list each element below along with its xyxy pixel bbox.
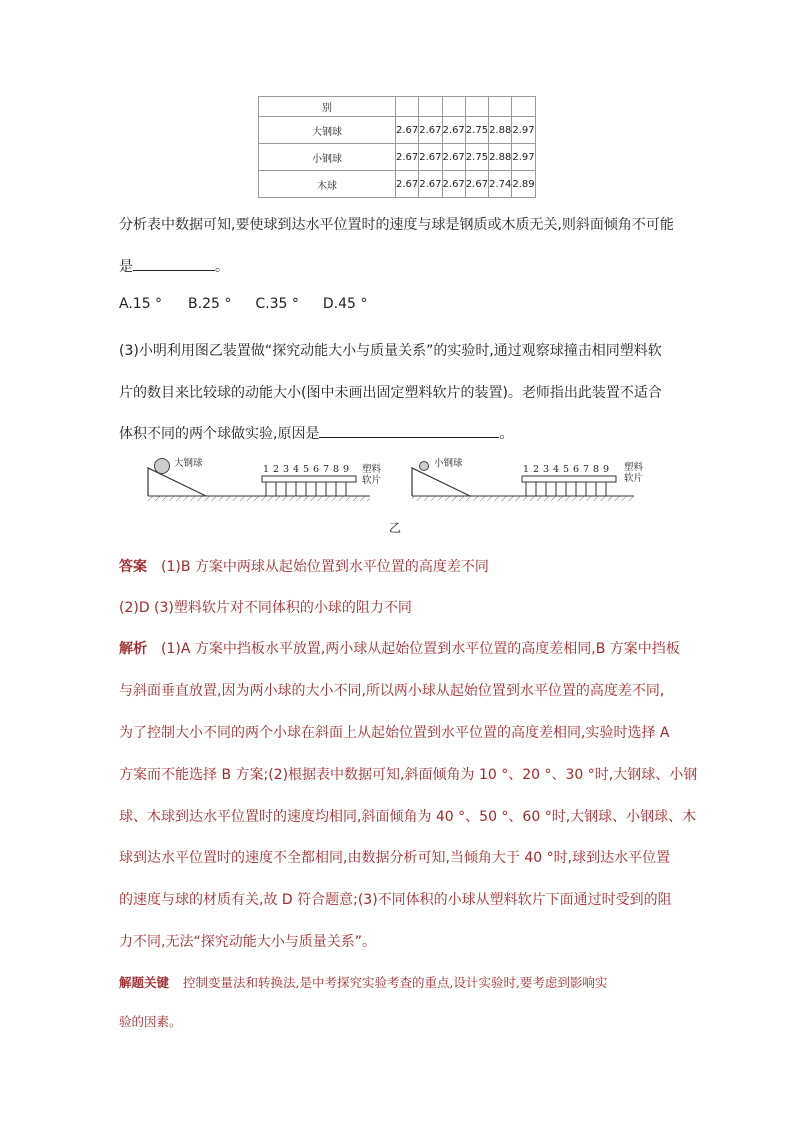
analysis-text-1: (1)A 方案中挡板水平放置,两小球从起始位置到水平位置的高度差相同,B 方案中挡板 bbox=[161, 641, 680, 657]
svg-text:1: 1 bbox=[262, 464, 270, 475]
left-ball-label: 大钢球 bbox=[174, 458, 203, 469]
apparatus-figure bbox=[140, 452, 680, 542]
table-cell: 2.75 bbox=[465, 117, 488, 144]
option-d: D.45 ° bbox=[322, 296, 368, 312]
table-cell: 2.89 bbox=[512, 171, 535, 198]
answer-line-2: (2)D (3)塑料软片对不同体积的小球的阻力不同 bbox=[119, 600, 412, 616]
key-line-2: 验的因素。 bbox=[119, 1014, 182, 1029]
table-cell: 2.97 bbox=[512, 117, 535, 144]
table-cell: 2.88 bbox=[489, 144, 512, 171]
svg-text:8: 8 bbox=[332, 464, 340, 475]
analysis-line-8: 力不同,无法“探究动能大小与质量关系”。 bbox=[119, 934, 376, 950]
option-b: B.25 ° bbox=[188, 296, 232, 312]
table-row bbox=[259, 171, 536, 198]
left-incline bbox=[148, 468, 206, 496]
svg-text:1: 1 bbox=[522, 464, 530, 475]
key-tag: 解题关键 bbox=[119, 975, 170, 990]
row-label: 小钢球 bbox=[259, 144, 396, 171]
left-plastic-holder bbox=[262, 476, 356, 482]
q2-text-line-2 bbox=[119, 256, 229, 276]
q3-text-line-3 bbox=[119, 423, 513, 443]
svg-text:7: 7 bbox=[582, 464, 590, 475]
figure-caption: 乙 bbox=[388, 521, 402, 535]
right-apparatus bbox=[412, 457, 644, 501]
left-ground-hatch bbox=[148, 496, 370, 501]
table-cell: 2.67 bbox=[442, 117, 465, 144]
q3-prefix: 体积不同的两个球做实验,原因是 bbox=[119, 426, 320, 442]
table-row bbox=[259, 117, 536, 144]
speed-data-table bbox=[258, 96, 536, 198]
right-plastic-strips bbox=[526, 482, 606, 496]
svg-text:7: 7 bbox=[322, 464, 330, 475]
table-row bbox=[259, 144, 536, 171]
table-cell: 2.67 bbox=[465, 171, 488, 198]
table-cell: 2.67 bbox=[396, 171, 419, 198]
row-label: 木球 bbox=[259, 171, 396, 198]
svg-text:6: 6 bbox=[572, 464, 580, 475]
analysis-line-6: 球到达水平位置时的速度不全都相同,由数据分析可知,当倾角大于 40 °时,球到达水平位置 bbox=[119, 850, 671, 866]
table-cell: 2.75 bbox=[465, 144, 488, 171]
table-cell: 2.67 bbox=[419, 171, 442, 198]
answer-tag: 答案 bbox=[119, 559, 147, 575]
analysis-line-7: 的速度与球的材质有关,故 D 符合题意;(3)不同体积的小球从塑料软片下面通过时受到的阻 bbox=[119, 892, 672, 908]
option-c: C.35 ° bbox=[255, 296, 299, 312]
left-apparatus bbox=[148, 457, 382, 501]
q2-answer-blank bbox=[133, 258, 215, 271]
svg-text:5: 5 bbox=[562, 464, 570, 475]
table-cell: 2.67 bbox=[419, 144, 442, 171]
right-plastic-label-2: 软片 bbox=[624, 473, 644, 484]
left-plastic-label-2: 软片 bbox=[362, 475, 382, 486]
svg-text:4: 4 bbox=[552, 464, 560, 475]
table-cell: 2.88 bbox=[489, 117, 512, 144]
answer-text-1: (1)B 方案中两球从起始位置到水平位置的高度差不同 bbox=[161, 559, 489, 575]
table-cell: 2.97 bbox=[512, 144, 535, 171]
svg-text:6: 6 bbox=[312, 464, 320, 475]
q2-text-line-1: 分析表中数据可知,要使球到达水平位置时的速度与球是钢质或木质无关,则斜面倾角不可能 bbox=[119, 217, 674, 233]
svg-text:4: 4 bbox=[292, 464, 300, 475]
option-a: A.15 ° bbox=[119, 296, 163, 312]
table-cell: 2.74 bbox=[489, 171, 512, 198]
analysis-line-5: 球、木球到达水平位置时的速度均相同,斜面倾角为 40 °、50 °、60 °时,大钢球、小钢球、木 bbox=[119, 809, 697, 825]
svg-text:9: 9 bbox=[342, 464, 350, 475]
big-steel-ball bbox=[155, 459, 170, 474]
svg-text:5: 5 bbox=[302, 464, 310, 475]
q3-text-line-2: 片的数目来比较球的动能大小(图中未画出固定塑料软片的装置)。老师指出此装置不适合 bbox=[119, 385, 662, 401]
table-cell: 2.67 bbox=[396, 144, 419, 171]
row-label: 大钢球 bbox=[259, 117, 396, 144]
small-steel-ball bbox=[420, 462, 429, 471]
analysis-line-3: 为了控制大小不同的两个小球在斜面上从起始位置到水平位置的高度差相同,实验时选择 A bbox=[119, 725, 670, 741]
analysis-line-4: 方案而不能选择 B 方案;(2)根据表中数据可知,斜面倾角为 10 °、20 °、30 °时,大钢球、小钢 bbox=[119, 767, 698, 783]
left-plastic-label-1: 塑料 bbox=[362, 464, 382, 475]
svg-text:9: 9 bbox=[602, 464, 610, 475]
table-cell: 2.67 bbox=[442, 144, 465, 171]
right-incline bbox=[412, 468, 470, 496]
answer-line-1 bbox=[119, 556, 489, 576]
table-cell: 2.67 bbox=[419, 117, 442, 144]
right-plastic-holder bbox=[522, 476, 616, 482]
right-plastic-label-1: 塑料 bbox=[624, 462, 644, 473]
svg-text:8: 8 bbox=[592, 464, 600, 475]
analysis-line-1 bbox=[119, 638, 680, 658]
key-line-1 bbox=[119, 973, 607, 991]
q3-suffix: 。 bbox=[499, 426, 514, 442]
table-cell: 2.67 bbox=[442, 171, 465, 198]
q2-options bbox=[119, 296, 367, 312]
right-ball-label: 小钢球 bbox=[434, 458, 463, 469]
analysis-tag: 解析 bbox=[119, 641, 147, 657]
q3-text-line-1: (3)小明利用图乙装置做“探究动能大小与质量关系”的实验时,通过观察球撞击相同塑料软 bbox=[119, 343, 662, 359]
svg-text:2: 2 bbox=[272, 464, 280, 475]
right-ground-hatch bbox=[412, 496, 634, 501]
right-strip-numbers bbox=[523, 464, 609, 475]
table-cell: 2.67 bbox=[396, 117, 419, 144]
svg-text:3: 3 bbox=[542, 464, 550, 475]
q3-answer-blank bbox=[319, 425, 499, 438]
q2-suffix: 。 bbox=[215, 259, 229, 275]
key-text-1: 控制变量法和转换法,是中考探究实验考查的重点,设计实验时,要考虑到影响实 bbox=[183, 975, 608, 990]
left-strip-numbers bbox=[263, 464, 349, 475]
table-header-label: 别 bbox=[259, 97, 396, 117]
svg-text:3: 3 bbox=[282, 464, 290, 475]
analysis-line-2: 与斜面垂直放置,因为两小球的大小不同,所以两小球从起始位置到水平位置的高度差不同, bbox=[119, 683, 665, 699]
table-header-row bbox=[259, 97, 536, 117]
left-plastic-strips bbox=[266, 482, 346, 496]
svg-text:2: 2 bbox=[532, 464, 540, 475]
q2-prefix: 是 bbox=[119, 259, 133, 275]
